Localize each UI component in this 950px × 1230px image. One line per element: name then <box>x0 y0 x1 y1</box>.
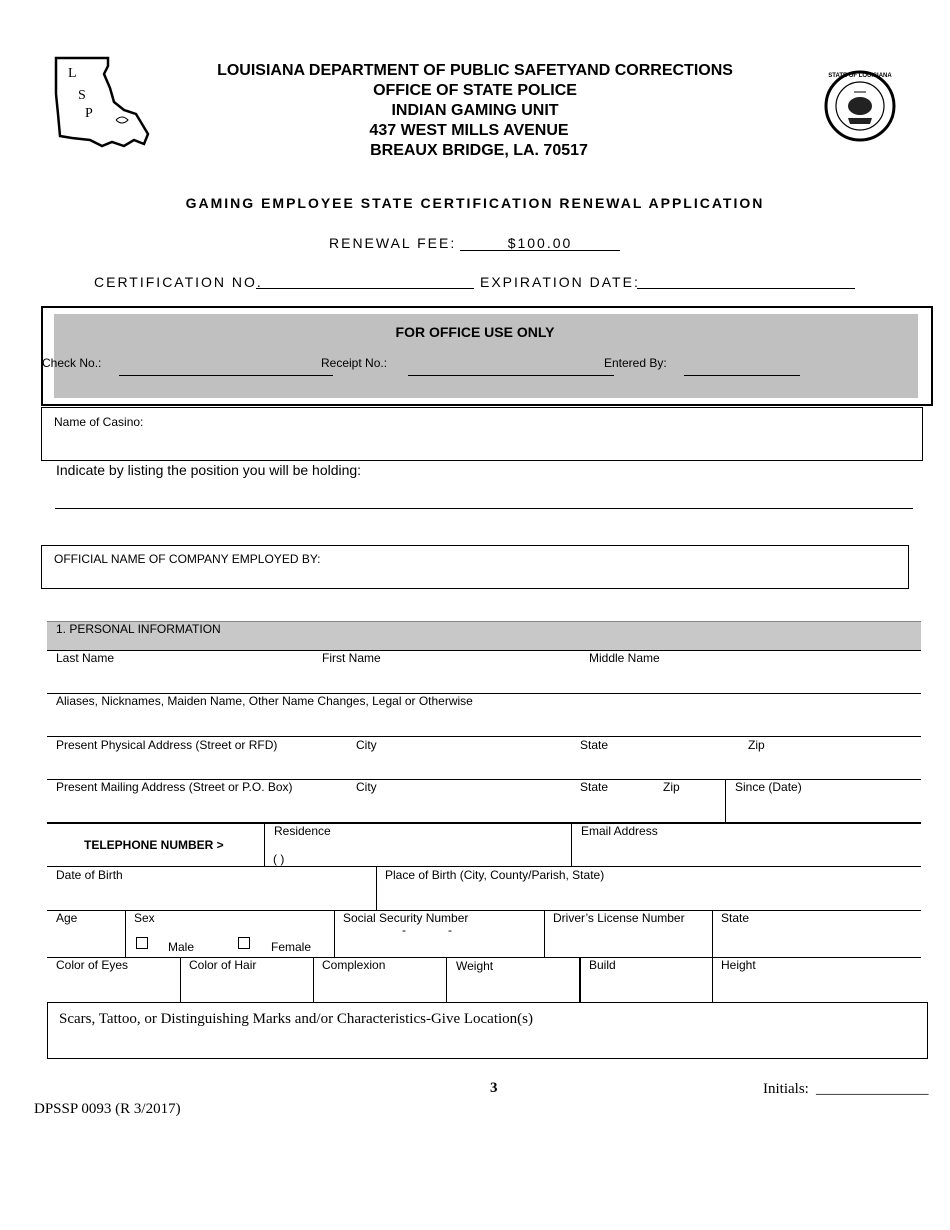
sex-divider <box>334 910 335 957</box>
ssn-dash-2: - <box>448 923 452 937</box>
dl-divider <box>712 910 713 957</box>
telephone-divider-1 <box>264 823 265 866</box>
physical-zip-label: Zip <box>748 738 765 752</box>
eyes-divider <box>180 957 181 1002</box>
complexion-label: Complexion <box>322 958 386 972</box>
street-address: 437 WEST MILLS AVENUE <box>369 122 569 139</box>
unit-name: INDIAN GAMING UNIT <box>391 102 559 119</box>
casino-name-box[interactable] <box>41 407 923 461</box>
dob-divider <box>376 866 377 910</box>
ssn-dash-1: - <box>402 923 406 937</box>
drivers-license-label: Driver’s License Number <box>553 911 685 925</box>
build-label: Build <box>589 958 616 972</box>
age-divider <box>125 910 126 957</box>
city-address: BREAUX BRIDGE, LA. 70517 <box>370 142 588 159</box>
form-title: GAMING EMPLOYEE STATE CERTIFICATION RENEWAL APPLICATION <box>185 195 765 211</box>
logo-letter-p: P <box>85 106 93 121</box>
company-name-label: OFFICIAL NAME OF COMPANY EMPLOYED BY: <box>54 552 321 566</box>
male-label: Male <box>168 940 195 954</box>
telephone-row-line <box>47 866 921 867</box>
physical-city-label: City <box>356 738 377 752</box>
weight-label: Weight <box>456 959 494 973</box>
build-divider <box>712 957 713 1002</box>
department-name: LOUISIANA DEPARTMENT OF PUBLIC SAFETYAND CORRECTIONS <box>217 62 733 79</box>
residence-label: Residence <box>274 824 331 838</box>
entered-by-label: Entered By: <box>604 356 667 370</box>
renewal-fee-underline <box>460 250 620 251</box>
dob-label: Date of Birth <box>56 868 123 882</box>
entered-by-field[interactable] <box>684 375 800 376</box>
casino-name-label: Name of Casino: <box>54 415 144 429</box>
check-no-field[interactable] <box>119 375 333 376</box>
logo-letter-s: S <box>78 88 86 103</box>
renewal-fee-label: RENEWAL FEE: <box>329 235 457 251</box>
first-name-label: First Name <box>322 651 381 665</box>
dob-row-line <box>47 910 921 911</box>
aliases-row-line <box>47 736 921 737</box>
certification-no-label: CERTIFICATION NO. <box>94 274 263 290</box>
seal-text: STATE OF LOUISIANA <box>828 73 892 79</box>
sex-label: Sex <box>134 911 155 925</box>
female-checkbox[interactable] <box>238 937 250 949</box>
since-date-divider <box>725 779 726 822</box>
personal-info-title: 1. PERSONAL INFORMATION <box>56 622 221 636</box>
office-use-title: FOR OFFICE USE ONLY <box>395 324 555 340</box>
scars-label: Scars, Tattoo, or Distinguishing Marks and/or Characteristics-Give Location(s) <box>59 1011 533 1027</box>
initials-label: Initials: <box>763 1081 809 1097</box>
ssn-divider <box>544 910 545 957</box>
receipt-no-label: Receipt No.: <box>321 356 388 370</box>
residence-area-code[interactable]: ( ) <box>273 852 285 866</box>
middle-name-label: Middle Name <box>589 651 660 665</box>
hair-color-label: Color of Hair <box>189 958 257 972</box>
email-label: Email Address <box>581 824 658 838</box>
dl-state-label: State <box>721 911 750 925</box>
place-of-birth-label: Place of Birth (City, County/Parish, State) <box>385 868 605 882</box>
since-date-label: Since (Date) <box>735 780 802 794</box>
position-label: Indicate by listing the position you will be holding: <box>56 462 362 478</box>
mailing-address-label: Present Mailing Address (Street or P.O. Box) <box>56 780 293 794</box>
page-number: 3 <box>490 1080 498 1096</box>
complexion-divider <box>446 957 447 1002</box>
expiration-date-field[interactable] <box>637 288 855 289</box>
weight-divider <box>579 957 581 1002</box>
aliases-label: Aliases, Nicknames, Maiden Name, Other Name Changes, Legal or Otherwise <box>56 694 473 708</box>
telephone-divider-2 <box>571 823 572 866</box>
mailing-zip-label: Zip <box>663 780 680 794</box>
ssn-label: Social Security Number <box>343 911 469 925</box>
female-label: Female <box>271 940 312 954</box>
expiration-date-label: EXPIRATION DATE: <box>480 274 640 290</box>
mailing-row-line <box>47 822 921 824</box>
mailing-state-label: State <box>580 780 609 794</box>
male-checkbox[interactable] <box>136 937 148 949</box>
initials-field[interactable]: _______________ <box>816 1081 929 1097</box>
check-no-label: Check No.: <box>42 356 102 370</box>
physical-state-label: State <box>580 738 609 752</box>
height-label: Height <box>721 958 756 972</box>
eye-color-label: Color of Eyes <box>56 958 129 972</box>
last-name-label: Last Name <box>56 651 115 665</box>
age-label: Age <box>56 911 78 925</box>
logo-letter-l: L <box>68 66 77 81</box>
age-row-line <box>47 957 921 958</box>
receipt-no-field[interactable] <box>408 375 614 376</box>
renewal-fee-value: $100.00 <box>507 235 573 251</box>
hair-divider <box>313 957 314 1002</box>
office-name: OFFICE OF STATE POLICE <box>373 82 577 99</box>
position-field[interactable] <box>55 508 913 509</box>
form-code: DPSSP 0093 (R 3/2017) <box>34 1101 181 1117</box>
mailing-city-label: City <box>356 780 377 794</box>
telephone-label: TELEPHONE NUMBER > <box>84 838 224 852</box>
physical-address-label: Present Physical Address (Street or RFD) <box>56 738 278 752</box>
certification-no-field[interactable] <box>256 288 474 289</box>
